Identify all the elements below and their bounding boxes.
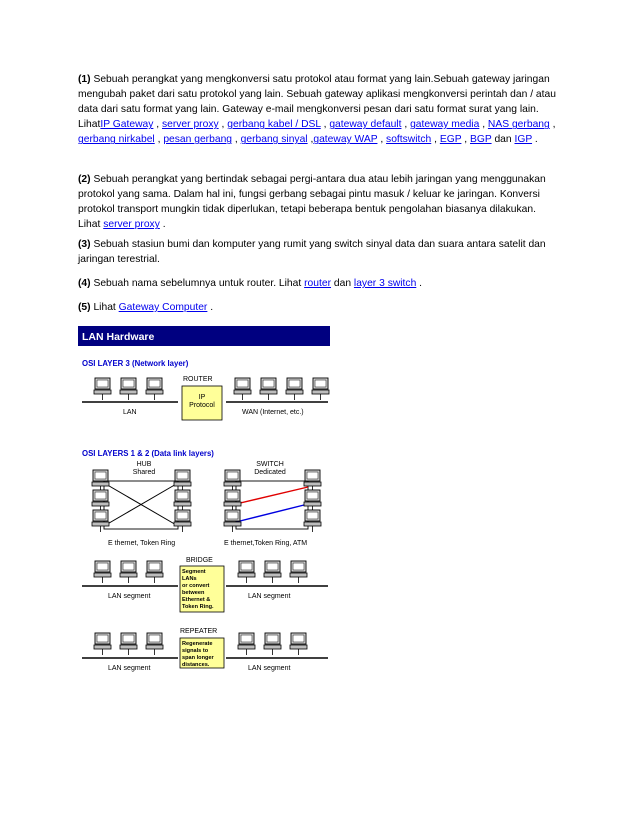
router-box-text: IP Protocol: [189, 394, 215, 409]
computer-keyboard: [120, 390, 137, 394]
computer-screen: [227, 512, 238, 519]
computer-screen: [95, 512, 106, 519]
computer-keyboard: [304, 482, 321, 486]
computer-screen: [293, 563, 304, 570]
computer-screen: [307, 472, 318, 479]
switch-blue-connection: [236, 504, 308, 522]
computer-keyboard: [264, 573, 281, 577]
reference-link[interactable]: gerbang kabel / DSL: [227, 119, 321, 131]
reference-link[interactable]: gateway WAP: [313, 134, 378, 146]
lan-hardware-diagram: [78, 326, 330, 678]
definition-number: (5): [78, 302, 91, 313]
computer-screen: [289, 380, 300, 387]
paragraph-text: ,: [218, 119, 228, 131]
wan-label: WAN (Internet, etc.): [242, 409, 304, 416]
switch-label: SWITCH Dedicated: [254, 461, 286, 476]
definition-paragraph: [78, 276, 560, 291]
repeater-box-text: Regenerate signals to span longer distances.: [182, 641, 214, 668]
computer-screen: [177, 492, 188, 499]
reference-link[interactable]: Gateway Computer: [118, 302, 208, 313]
computer-screen: [315, 380, 326, 387]
definition-paragraph: [78, 300, 560, 315]
computer-screen: [95, 492, 106, 499]
reference-link[interactable]: BGP: [470, 134, 492, 146]
paragraph-text: .: [159, 219, 166, 231]
repeater-label: REPEATER: [180, 628, 218, 635]
paragraph-text: Sebuah perangkat yang mengkonversi satu protokol atau format yang lain.Sebuah gateway jaringan mengubah paket dari satu protokol yang lain. Sebuah gateway aplikasi mengkonversi perintah dan / atau data dari satu format yang lain. Gateway e-mail mengkonversi pesan dari satu format surat yang lain. Lihat: [78, 74, 556, 131]
reference-link[interactable]: gateway default: [329, 119, 402, 131]
computer-screen: [95, 472, 106, 479]
computer-keyboard: [92, 482, 109, 486]
paragraph-text: ,: [307, 134, 314, 146]
paragraph-text: Lihat: [90, 302, 119, 313]
paragraph-text: .: [416, 278, 423, 289]
hub-caption: E thernet, Token Ring: [108, 540, 176, 547]
reference-link[interactable]: IP Gateway: [100, 119, 154, 131]
computer-keyboard: [304, 502, 321, 506]
computer-screen: [241, 563, 252, 570]
definition-number: (2): [78, 174, 91, 185]
computer-keyboard: [120, 573, 137, 577]
computer-keyboard: [224, 502, 241, 506]
computer-keyboard: [290, 573, 307, 577]
computer-screen: [177, 472, 188, 479]
computer-screen: [123, 635, 134, 642]
definition-paragraph: [78, 172, 560, 232]
paragraph-text: ,: [377, 134, 387, 146]
paragraph-text: ,: [401, 119, 411, 131]
computer-keyboard: [238, 573, 255, 577]
computer-keyboard: [94, 390, 111, 394]
computer-screen: [293, 635, 304, 642]
definition-paragraph: [78, 237, 560, 267]
computer-keyboard: [174, 482, 191, 486]
computer-screen: [97, 563, 108, 570]
computer-keyboard: [174, 522, 191, 526]
repeater-left-label: LAN segment: [108, 665, 151, 672]
reference-link[interactable]: IGP: [514, 134, 533, 146]
computer-keyboard: [260, 390, 277, 394]
computer-keyboard: [312, 390, 329, 394]
reference-link[interactable]: server proxy: [103, 219, 160, 231]
computer-screen: [227, 492, 238, 499]
computer-keyboard: [234, 390, 251, 394]
computer-keyboard: [94, 573, 111, 577]
bridge-box-text: Segment LANs or convert between Ethernet & Token Ring.: [182, 569, 214, 610]
computer-screen: [241, 635, 252, 642]
definition-number: (1): [78, 74, 91, 85]
paragraph-text: ,: [232, 134, 241, 146]
paragraph-text: Sebuah nama sebelumnya untuk router. Lihat: [90, 278, 305, 289]
computer-keyboard: [174, 502, 191, 506]
computer-keyboard: [92, 502, 109, 506]
computer-keyboard: [146, 573, 163, 577]
computer-screen: [227, 472, 238, 479]
computer-screen: [177, 512, 188, 519]
computer-screen: [149, 563, 160, 570]
computer-screen: [267, 635, 278, 642]
paragraph-text: ,: [320, 119, 330, 131]
computer-keyboard: [304, 522, 321, 526]
section-title-data-link-layers: OSI LAYERS 1 & 2 (Data link layers): [82, 449, 214, 458]
paragraph-text: ,: [153, 119, 162, 131]
figure-header-title: LAN Hardware: [82, 331, 155, 343]
paragraph-text: dan: [331, 278, 354, 289]
bridge-right-label: LAN segment: [248, 593, 291, 600]
computer-keyboard: [146, 645, 163, 649]
reference-link[interactable]: gerbang sinyal: [240, 134, 308, 146]
computer-screen: [149, 635, 160, 642]
reference-link[interactable]: EGP: [439, 134, 462, 146]
lan-hardware-figure: [78, 326, 330, 678]
lan-label: LAN: [123, 409, 137, 416]
reference-link[interactable]: pesan gerbang: [163, 134, 233, 146]
definition-paragraph: [78, 72, 560, 147]
computer-screen: [97, 635, 108, 642]
router-label: ROUTER: [183, 376, 213, 383]
paragraph-text: ,: [431, 134, 440, 146]
paragraph-text: ,: [461, 134, 471, 146]
computer-screen: [123, 563, 134, 570]
hub-label: HUB Shared: [132, 461, 156, 476]
definition-number: (4): [78, 278, 91, 289]
computer-keyboard: [120, 645, 137, 649]
paragraph-text: Sebuah stasiun bumi dan komputer yang rumit yang switch sinyal data dan suara antara satelit dan jaringan terestrial.: [78, 239, 546, 266]
computer-screen: [237, 380, 248, 387]
reference-link[interactable]: router: [304, 278, 332, 289]
computer-keyboard: [238, 645, 255, 649]
computer-keyboard: [286, 390, 303, 394]
paragraph-text: .: [207, 302, 214, 313]
computer-screen: [307, 512, 318, 519]
computer-screen: [149, 380, 160, 387]
switch-red-connection: [236, 487, 308, 504]
section-title-network-layer: OSI LAYER 3 (Network layer): [82, 359, 189, 368]
computer-keyboard: [92, 522, 109, 526]
computer-keyboard: [146, 390, 163, 394]
bridge-label: BRIDGE: [186, 557, 213, 564]
reference-link[interactable]: server proxy: [161, 119, 219, 131]
repeater-right-label: LAN segment: [248, 665, 291, 672]
reference-link[interactable]: layer 3 switch: [353, 278, 417, 289]
paragraph-text: ,: [154, 134, 164, 146]
computer-screen: [307, 492, 318, 499]
paragraph-text: Sebuah perangkat yang bertindak sebagai pergi-antara dua atau lebih jaringan yang menggunakan protokol yang sama. Dalam hal ini, fungsi gerbang sebagai pintu masuk / keluar ke jaringan. Konversi protokol transport mungkin tidak diperlukan, tetapi beberapa bentuk pengolahan biasanya dilakukan. Lihat: [78, 174, 546, 231]
computer-keyboard: [94, 645, 111, 649]
computer-screen: [97, 380, 108, 387]
bridge-left-label: LAN segment: [108, 593, 151, 600]
reference-link[interactable]: NAS gerbang: [487, 119, 550, 131]
computer-keyboard: [264, 645, 281, 649]
computer-keyboard: [224, 482, 241, 486]
switch-caption: E thernet,Token Ring, ATM: [224, 540, 308, 547]
switch-frame: [236, 481, 308, 529]
computer-keyboard: [224, 522, 241, 526]
definition-number: (3): [78, 239, 91, 250]
paragraph-text: .: [532, 134, 538, 146]
reference-link[interactable]: gateway media: [410, 119, 480, 131]
computer-screen: [267, 563, 278, 570]
reference-link[interactable]: gerbang nirkabel: [78, 134, 155, 146]
paragraph-text: dan: [491, 134, 515, 146]
paragraph-text: ,: [549, 119, 556, 131]
computer-screen: [263, 380, 274, 387]
paragraph-text: ,: [479, 119, 488, 131]
computer-screen: [123, 380, 134, 387]
reference-link[interactable]: softswitch: [386, 134, 432, 146]
computer-keyboard: [290, 645, 307, 649]
